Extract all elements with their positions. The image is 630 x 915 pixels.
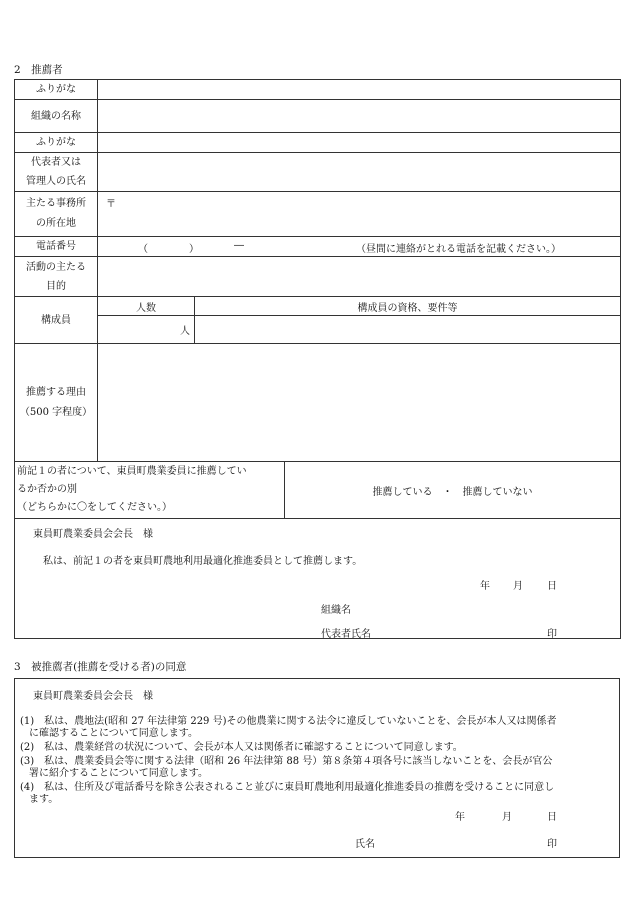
consent-item-1-cont: に確認することについて同意します。: [29, 728, 198, 739]
rep-name-label: 代表者又は 管理人の氏名: [15, 153, 98, 192]
org-name-sign-label: 組織名: [321, 605, 351, 616]
members-count-header: 人数: [98, 297, 195, 316]
phone-field[interactable]: [98, 237, 621, 257]
addressee: 東員町農業委員会会長 様: [33, 529, 153, 540]
furigana-field[interactable]: [98, 80, 621, 100]
recommend-question: 前記１の者について、東員町農業委員に推薦してい るか否かの別 （どちらかに〇をしてください。）: [15, 462, 285, 519]
purpose-label: 活動の主たる 目的: [15, 257, 98, 297]
office-address-field[interactable]: [98, 192, 621, 237]
members-count-field[interactable]: [98, 316, 195, 344]
section2-heading: 2 推薦者: [14, 64, 63, 76]
consent-item-3-cont: 署に紹介することについて同意します。: [29, 768, 208, 779]
seal-mark: 印: [547, 629, 557, 640]
org-name-field[interactable]: [98, 100, 621, 133]
org-name-label: 組織の名称: [15, 100, 98, 133]
members-label: 構成員: [15, 297, 98, 344]
phone-label: 電話番号: [15, 237, 98, 257]
phone-dash: ―: [234, 240, 244, 251]
consent-item-1: (1) 私は、農地法(昭和 27 年法律第 229 号)その他農業に関する法令に違反していないことを、会長が本人又は関係者: [20, 716, 557, 727]
consent-item-4: (4) 私は、住所及び電話番号を除き公表されること並びに東員町農地利用最適化推進委員の推薦を受けることに同意し: [20, 782, 555, 793]
section3-heading: 3 被推薦者(推薦を受ける者)の同意: [14, 661, 187, 673]
consent-box: [14, 678, 620, 858]
phone-note: （昼間に連絡がとれる電話を記載ください。）: [356, 244, 561, 255]
recommend-options[interactable]: 推薦している ・ 推薦していない: [285, 462, 621, 519]
members-qualification-header: 構成員の資格、要件等: [195, 297, 621, 316]
rep-name-sign-label: 代表者氏名: [321, 629, 371, 640]
consent-item-3: (3) 私は、農業委員会等に関する法律（昭和 26 年法律第 88 号）第８条第４項各号に該当しないことを、会長が官公: [20, 756, 553, 767]
furigana-rep-label: ふりがな: [15, 133, 98, 153]
consent-date-year: 年: [455, 812, 465, 823]
consent-name-label: 氏名: [355, 839, 375, 850]
date-month: 月: [513, 581, 523, 592]
consent-item-2: (2) 私は、農業経営の状況について、会長が本人又は関係者に確認することについて同意します。: [20, 742, 463, 753]
purpose-field[interactable]: [98, 257, 621, 297]
rep-name-field[interactable]: [98, 153, 621, 192]
office-address-label: 主たる事務所 の所在地: [15, 192, 98, 237]
consent-seal-mark: 印: [547, 839, 557, 850]
phone-paren-open: （: [138, 244, 148, 255]
recommend-statement: 私は、前記１の者を東員町農地利用最適化推進委員として推薦します。: [43, 556, 363, 567]
members-qualification-field[interactable]: [195, 316, 621, 344]
recommender-table: [14, 79, 621, 639]
consent-item-4-cont: ます。: [29, 794, 59, 805]
consent-date-month: 月: [502, 812, 512, 823]
date-year: 年: [480, 581, 490, 592]
postal-mark: 〒: [106, 199, 116, 210]
furigana-label: ふりがな: [15, 80, 98, 100]
phone-paren-close: ）: [189, 244, 199, 255]
date-day: 日: [547, 581, 557, 592]
consent-addressee: 東員町農業委員会会長 様: [33, 691, 153, 702]
recommendation-statement-box: [15, 519, 621, 639]
reason-field[interactable]: [98, 344, 621, 462]
members-unit: 人: [180, 326, 190, 337]
reason-label: 推薦する理由 （500 字程度）: [15, 344, 98, 462]
consent-date-day: 日: [547, 812, 557, 823]
furigana-rep-field[interactable]: [98, 133, 621, 153]
